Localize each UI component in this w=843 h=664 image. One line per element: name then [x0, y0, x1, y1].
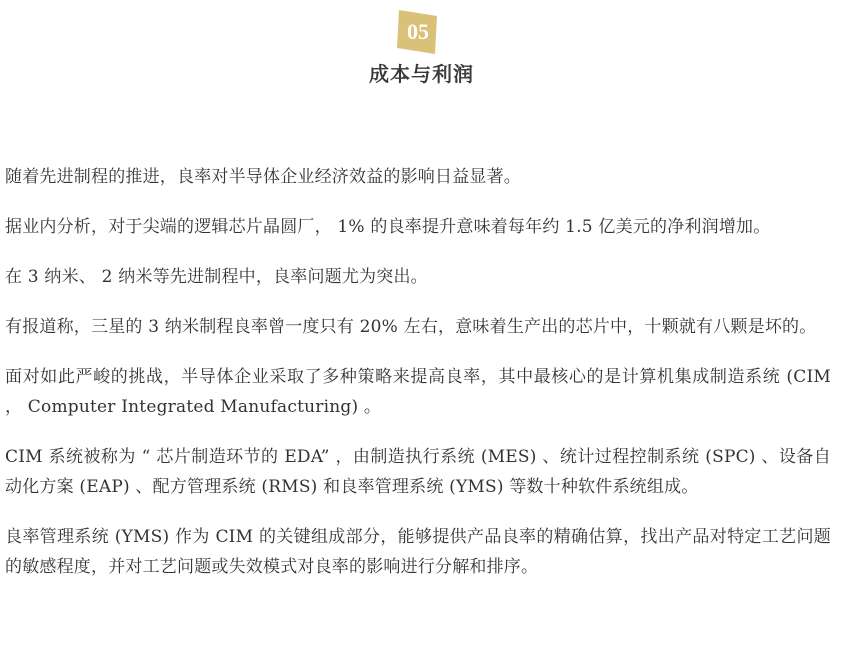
paragraph: 据业内分析，对于尖端的逻辑芯片晶圆厂， 1% 的良率提升意味着每年约 1.5 亿美元的净利润增加。: [5, 217, 771, 237]
paragraph: CIM 系统被称为 “ 芯片制造环节的 EDA” ，由制造执行系统 (MES) 、统计过程控制系统 (SPC) 、设备自动化方案 (EAP) 、配方管理系统 (RMS) 和良率管理系统 (YMS) 等数十种软件系统组成。: [5, 447, 831, 497]
section-header: [0, 0, 843, 120]
paragraph: 面对如此严峻的挑战，半导体企业采取了多种策略来提高良率，其中最核心的是计算机集成制造系统 (CIM ， Computer Integrated Manufacturing) 。: [5, 367, 831, 417]
paragraph: 良率管理系统 (YMS) 作为 CIM 的关键组成部分，能够提供产品良率的精确估算，找出产品对特定工艺问题的敏感程度，并对工艺问题或失效模式对良率的影响进行分解和排序。: [5, 527, 831, 577]
paragraph: 随着先进制程的推进，良率对半导体企业经济效益的影响日益显著。: [5, 167, 521, 187]
article-body: [5, 162, 831, 602]
paragraph: 在 3 纳米、 2 纳米等先进制程中，良率问题尤为突出。: [5, 267, 428, 287]
section-title: 成本与利润: [369, 62, 474, 86]
section-number: 05: [407, 19, 429, 44]
section-number-badge: [397, 10, 439, 54]
paragraph: 有报道称，三星的 3 纳米制程良率曾一度只有 20% 左右，意味着生产出的芯片中，十颗就有八颗是坏的。: [5, 317, 817, 337]
